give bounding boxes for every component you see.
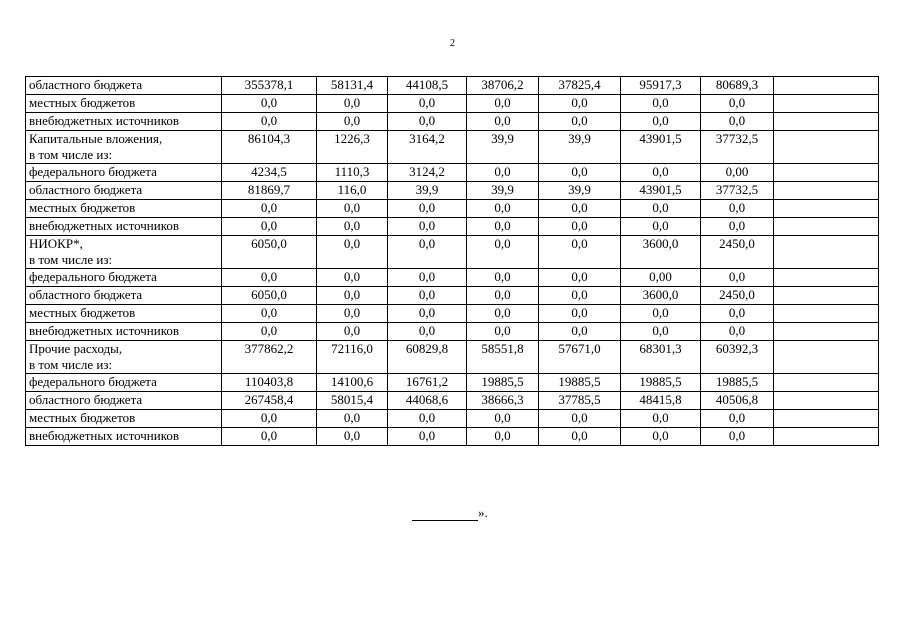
value-cell: 0,0 xyxy=(317,269,388,287)
value-cell: 0,0 xyxy=(317,305,388,323)
value-cell: 0,0 xyxy=(222,428,317,446)
row-label-line: федерального бюджета xyxy=(29,164,157,179)
table-row xyxy=(26,305,879,323)
value-cell: 377862,2 xyxy=(222,341,317,374)
value-cell xyxy=(774,269,879,287)
value-cell: 2450,0 xyxy=(701,236,774,269)
value-cell: 0,0 xyxy=(539,218,621,236)
value-cell: 0,0 xyxy=(539,323,621,341)
value-cell: 0,0 xyxy=(701,269,774,287)
row-label-line: в том числе из: xyxy=(29,252,113,267)
value-cell: 116,0 xyxy=(317,182,388,200)
value-cell: 44108,5 xyxy=(388,77,467,95)
value-cell xyxy=(774,410,879,428)
row-label-line: областного бюджета xyxy=(29,182,143,197)
row-label-line: внебюджетных источников xyxy=(29,113,179,128)
row-label-line: областного бюджета xyxy=(29,287,143,302)
value-cell: 0,00 xyxy=(621,269,701,287)
row-label-cell xyxy=(26,131,222,164)
value-cell: 60829,8 xyxy=(388,341,467,374)
value-cell: 0,0 xyxy=(388,113,467,131)
row-label-cell xyxy=(26,323,222,341)
value-cell: 68301,3 xyxy=(621,341,701,374)
value-cell: 0,0 xyxy=(621,200,701,218)
value-cell: 37785,5 xyxy=(539,392,621,410)
value-cell: 0,0 xyxy=(621,305,701,323)
value-cell: 39,9 xyxy=(388,182,467,200)
row-label-line: федерального бюджета xyxy=(29,374,157,389)
closing-quote: ». xyxy=(478,505,488,520)
value-cell xyxy=(774,374,879,392)
value-cell: 37732,5 xyxy=(701,131,774,164)
value-cell: 267458,4 xyxy=(222,392,317,410)
value-cell xyxy=(774,392,879,410)
table-row xyxy=(26,287,879,305)
value-cell: 19885,5 xyxy=(467,374,539,392)
value-cell: 0,0 xyxy=(539,236,621,269)
row-label-cell xyxy=(26,374,222,392)
table-row xyxy=(26,236,879,269)
row-label-cell xyxy=(26,164,222,182)
value-cell: 39,9 xyxy=(539,131,621,164)
row-label-line: НИОКР*, xyxy=(29,236,83,251)
value-cell xyxy=(774,77,879,95)
value-cell: 0,0 xyxy=(621,323,701,341)
value-cell: 0,0 xyxy=(467,218,539,236)
value-cell: 0,0 xyxy=(621,164,701,182)
value-cell: 0,0 xyxy=(388,305,467,323)
row-label-cell xyxy=(26,113,222,131)
table-row xyxy=(26,95,879,113)
value-cell: 0,0 xyxy=(539,95,621,113)
value-cell xyxy=(774,131,879,164)
value-cell: 0,0 xyxy=(222,305,317,323)
value-cell: 1226,3 xyxy=(317,131,388,164)
row-label-line: местных бюджетов xyxy=(29,95,136,110)
value-cell: 39,9 xyxy=(467,182,539,200)
table-row xyxy=(26,269,879,287)
value-cell: 0,0 xyxy=(467,323,539,341)
value-cell: 0,0 xyxy=(701,410,774,428)
closing-mark xyxy=(412,505,488,521)
value-cell: 4234,5 xyxy=(222,164,317,182)
table-row xyxy=(26,164,879,182)
value-cell: 0,0 xyxy=(701,218,774,236)
row-label-cell xyxy=(26,182,222,200)
value-cell: 355378,1 xyxy=(222,77,317,95)
table-row xyxy=(26,323,879,341)
value-cell: 0,0 xyxy=(701,428,774,446)
value-cell: 0,0 xyxy=(388,410,467,428)
row-label-cell xyxy=(26,428,222,446)
table-row xyxy=(26,77,879,95)
value-cell: 0,0 xyxy=(467,410,539,428)
table-row xyxy=(26,341,879,374)
value-cell: 72116,0 xyxy=(317,341,388,374)
value-cell: 0,0 xyxy=(539,200,621,218)
value-cell xyxy=(774,200,879,218)
value-cell: 0,0 xyxy=(467,287,539,305)
value-cell: 0,0 xyxy=(317,410,388,428)
value-cell: 0,0 xyxy=(388,236,467,269)
value-cell: 0,0 xyxy=(701,305,774,323)
value-cell: 0,0 xyxy=(317,323,388,341)
value-cell: 0,0 xyxy=(467,164,539,182)
value-cell xyxy=(774,287,879,305)
value-cell xyxy=(774,341,879,374)
value-cell xyxy=(774,323,879,341)
value-cell: 0,0 xyxy=(467,269,539,287)
value-cell xyxy=(774,182,879,200)
value-cell: 58551,8 xyxy=(467,341,539,374)
value-cell: 0,0 xyxy=(388,200,467,218)
value-cell: 37732,5 xyxy=(701,182,774,200)
row-label-cell xyxy=(26,200,222,218)
value-cell: 0,0 xyxy=(701,113,774,131)
value-cell xyxy=(774,164,879,182)
value-cell: 44068,6 xyxy=(388,392,467,410)
value-cell: 0,0 xyxy=(539,305,621,323)
value-cell: 3124,2 xyxy=(388,164,467,182)
row-label-line: федерального бюджета xyxy=(29,269,157,284)
row-label-cell xyxy=(26,95,222,113)
budget-table-body xyxy=(26,77,879,446)
row-label-line: областного бюджета xyxy=(29,77,143,92)
value-cell: 110403,8 xyxy=(222,374,317,392)
value-cell: 3600,0 xyxy=(621,236,701,269)
value-cell: 0,0 xyxy=(388,218,467,236)
row-label-line: местных бюджетов xyxy=(29,305,136,320)
table-row xyxy=(26,410,879,428)
row-label-cell xyxy=(26,392,222,410)
value-cell: 95917,3 xyxy=(621,77,701,95)
value-cell: 19885,5 xyxy=(701,374,774,392)
value-cell: 81869,7 xyxy=(222,182,317,200)
value-cell: 0,0 xyxy=(467,200,539,218)
value-cell: 3600,0 xyxy=(621,287,701,305)
value-cell: 39,9 xyxy=(467,131,539,164)
value-cell: 14100,6 xyxy=(317,374,388,392)
value-cell: 60392,3 xyxy=(701,341,774,374)
value-cell: 0,0 xyxy=(539,428,621,446)
value-cell: 0,0 xyxy=(317,236,388,269)
value-cell: 0,0 xyxy=(621,428,701,446)
value-cell: 43901,5 xyxy=(621,131,701,164)
value-cell xyxy=(774,305,879,323)
value-cell: 0,0 xyxy=(317,287,388,305)
value-cell: 86104,3 xyxy=(222,131,317,164)
value-cell: 80689,3 xyxy=(701,77,774,95)
value-cell: 0,0 xyxy=(467,113,539,131)
budget-table xyxy=(25,76,879,446)
value-cell: 0,0 xyxy=(388,269,467,287)
value-cell: 38666,3 xyxy=(467,392,539,410)
table-row xyxy=(26,182,879,200)
value-cell: 40506,8 xyxy=(701,392,774,410)
table-row xyxy=(26,392,879,410)
row-label-line: внебюджетных источников xyxy=(29,323,179,338)
value-cell: 0,0 xyxy=(701,200,774,218)
value-cell: 58015,4 xyxy=(317,392,388,410)
value-cell: 0,0 xyxy=(317,200,388,218)
value-cell: 0,0 xyxy=(539,410,621,428)
value-cell: 0,0 xyxy=(388,95,467,113)
value-cell: 0,0 xyxy=(222,113,317,131)
row-label-line: Капитальные вложения, xyxy=(29,131,163,146)
value-cell: 0,0 xyxy=(317,95,388,113)
value-cell: 0,0 xyxy=(222,410,317,428)
value-cell: 0,0 xyxy=(467,95,539,113)
value-cell: 0,0 xyxy=(388,323,467,341)
value-cell xyxy=(774,236,879,269)
value-cell: 43901,5 xyxy=(621,182,701,200)
row-label-line: внебюджетных источников xyxy=(29,428,179,443)
value-cell: 0,0 xyxy=(222,200,317,218)
row-label-line: местных бюджетов xyxy=(29,410,136,425)
table-row xyxy=(26,113,879,131)
value-cell: 0,0 xyxy=(467,305,539,323)
value-cell: 0,0 xyxy=(539,269,621,287)
value-cell: 0,0 xyxy=(317,428,388,446)
table-row xyxy=(26,200,879,218)
value-cell: 0,0 xyxy=(222,269,317,287)
value-cell xyxy=(774,113,879,131)
value-cell: 0,0 xyxy=(701,95,774,113)
value-cell: 0,0 xyxy=(222,95,317,113)
table-row xyxy=(26,218,879,236)
value-cell: 58131,4 xyxy=(317,77,388,95)
table-row xyxy=(26,374,879,392)
row-label-cell xyxy=(26,341,222,374)
row-label-line: местных бюджетов xyxy=(29,200,136,215)
value-cell: 0,0 xyxy=(621,218,701,236)
value-cell: 0,0 xyxy=(621,113,701,131)
table-row xyxy=(26,428,879,446)
row-label-line: областного бюджета xyxy=(29,392,143,407)
value-cell: 0,0 xyxy=(317,113,388,131)
value-cell: 38706,2 xyxy=(467,77,539,95)
page-number: 2 xyxy=(450,38,455,49)
row-label-cell xyxy=(26,287,222,305)
value-cell: 39,9 xyxy=(539,182,621,200)
row-label-line: в том числе из: xyxy=(29,147,113,162)
value-cell: 57671,0 xyxy=(539,341,621,374)
value-cell: 37825,4 xyxy=(539,77,621,95)
row-label-line: в том числе из: xyxy=(29,357,113,372)
value-cell: 0,0 xyxy=(539,164,621,182)
value-cell: 19885,5 xyxy=(539,374,621,392)
signature-blank-line xyxy=(412,506,478,521)
row-label-line: внебюджетных источников xyxy=(29,218,179,233)
row-label-cell xyxy=(26,236,222,269)
value-cell: 0,0 xyxy=(621,95,701,113)
value-cell: 0,0 xyxy=(701,323,774,341)
value-cell: 2450,0 xyxy=(701,287,774,305)
value-cell: 19885,5 xyxy=(621,374,701,392)
value-cell: 0,0 xyxy=(467,428,539,446)
value-cell: 6050,0 xyxy=(222,287,317,305)
value-cell: 48415,8 xyxy=(621,392,701,410)
row-label-cell xyxy=(26,305,222,323)
value-cell: 0,0 xyxy=(539,287,621,305)
row-label-line: Прочие расходы, xyxy=(29,341,123,356)
value-cell: 0,0 xyxy=(388,428,467,446)
value-cell: 0,00 xyxy=(701,164,774,182)
value-cell xyxy=(774,218,879,236)
value-cell: 0,0 xyxy=(621,410,701,428)
value-cell: 16761,2 xyxy=(388,374,467,392)
value-cell: 0,0 xyxy=(317,218,388,236)
value-cell: 0,0 xyxy=(467,236,539,269)
row-label-cell xyxy=(26,410,222,428)
value-cell: 0,0 xyxy=(539,113,621,131)
value-cell xyxy=(774,428,879,446)
value-cell: 3164,2 xyxy=(388,131,467,164)
row-label-cell xyxy=(26,77,222,95)
value-cell: 1110,3 xyxy=(317,164,388,182)
value-cell: 0,0 xyxy=(222,218,317,236)
table-row xyxy=(26,131,879,164)
row-label-cell xyxy=(26,269,222,287)
value-cell: 6050,0 xyxy=(222,236,317,269)
row-label-cell xyxy=(26,218,222,236)
value-cell: 0,0 xyxy=(388,287,467,305)
value-cell xyxy=(774,95,879,113)
value-cell: 0,0 xyxy=(222,323,317,341)
